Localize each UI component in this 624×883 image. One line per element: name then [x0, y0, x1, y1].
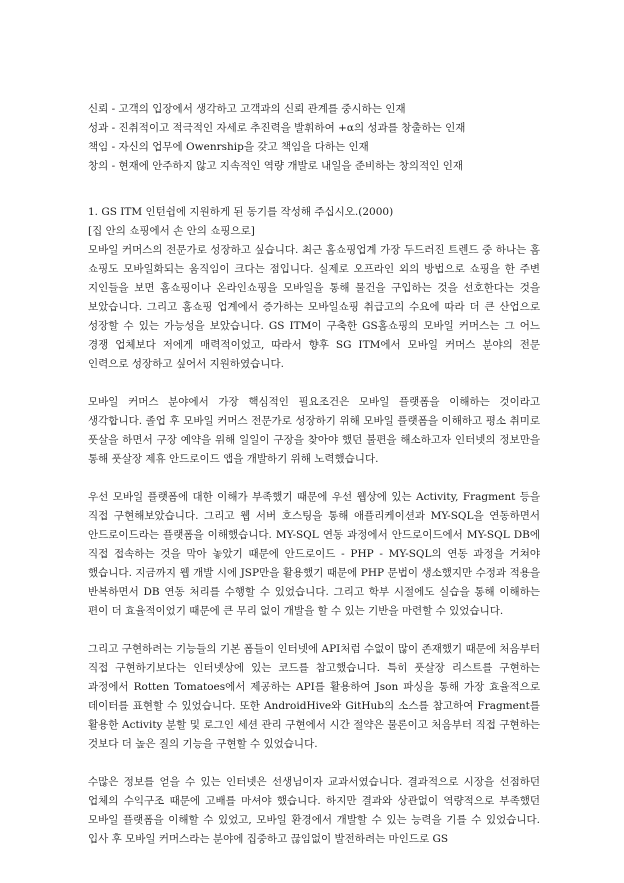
question-heading: 1. GS ITM 인턴쉽에 지원하게 된 동기를 작성해 주십시오.(2000)	[88, 206, 394, 218]
answer-body	[88, 222, 540, 868]
core-values-list	[88, 100, 548, 176]
answer-paragraph-3: 우선 모바일 플랫폼에 대한 이해가 부족했기 때문에 우선 웹상에 있는 Activity, Fragment 등을 직접 구현해보았습니다. 그리고 웹 서버 호스팅을 통해 애플리케이션과 MY-SQL을 연동하면서 안드로이드라는 플랫폼을 이해했습니다. MY-SQL 연동 과정에서 안드로이드에서 MY-SQL DB에 직접 접속하는 것을 막아 놓았기 때문에 안드로이드 - PHP - MY-SQL의 연동 과정을 거쳐야 했습니다. 지금까지 웹 개발 시에 JSP만을 활용했기 때문에 PHP 문법이 생소했지만 수정과 적용을 반복하면서 DB 연동 처리를 수행할 수 있었습니다. 그리고 학부 시절에도 실습을 통해 이해하는 편이 더 효율적이었기 때문에 큰 무리 없이 개발을 할 수 있는 기반을 마련할 수 있었습니다.	[88, 491, 540, 617]
core-value-performance: 성과 - 진취적이고 적극적인 자세로 추진력을 발휘하여 +α의 성과를 창출하는 인재	[88, 122, 466, 134]
core-value-responsibility: 책임 - 자신의 업무에 Owenrship을 갖고 책임을 다하는 인재	[88, 141, 369, 153]
answer-paragraph-2: 모바일 커머스 분야에서 가장 핵심적인 필요조건은 모바일 플랫폼을 이해하는 것이라고 생각합니다. 졸업 후 모바일 커머스 전문가로 성장하기 위해 모바일 플랫폼을 이해하고 평소 취미로 풋살을 하면서 구장 예약을 위해 일일이 구장을 찾아야 했던 불편을 해소하고자 인터넷의 정보만을 통해 풋살장 제휴 안드로이드 앱을 개발하기 위해 노력했습니다.	[88, 396, 540, 465]
answer-paragraph-5: 수많은 정보를 얻을 수 있는 인터넷은 선생님이자 교과서였습니다. 결과적으로 시장을 선점하던 업체의 수익구조 때문에 고배를 마셔야 했습니다. 하지만 결과와 상관없이 역량적으로 부족했던 모바일 플랫폼을 이해할 수 있었고, 모바일 환경에서 개발할 수 있는 능력을 기를 수 있었습니다. 입사 후 모바일 커머스라는 분야에 집중하고 끊임없이 발전하려는 마인드로 GS	[88, 776, 540, 845]
core-value-creativity: 창의 - 현재에 안주하지 않고 지속적인 역량 개발로 내일을 준비하는 창의적인 인재	[88, 160, 463, 172]
answer-paragraph-1: 모바일 커머스의 전문가로 성장하고 싶습니다. 최근 홈쇼핑업계 가장 두드러진 트렌드 중 하나는 홈 쇼핑도 모바일화되는 움직임이 크다는 점입니다. 실제로 오프라인 외의 방법으로 쇼핑을 한 주변 지인들을 보면 홈쇼핑이나 온라인쇼핑을 모바일을 통해 물건을 구입하는 것을 선호한다는 것을 보았습니다. 그리고 홈쇼핑 업계에서 증가하는 모바일쇼핑 취급고의 수요에 따라 더 큰 산업으로 성장할 수 있는 가능성을 보았습니다. GS ITM이 구축한 GS홈쇼핑의 모바일 커머스는 그 어느 경쟁 업체보다 저에게 매력적이었고, 따라서 향후 SG ITM에서 모바일 커머스 분야의 전문 인력으로 성장하고 싶어서 지원하였습니다.	[88, 244, 540, 370]
answer-paragraph-4: 그리고 구현하려는 기능들의 기본 폼들이 인터넷에 API처럼 수없이 많이 존재했기 때문에 처음부터 직접 구현하기보다는 인터넷상에 있는 코드를 참고했습니다. 특히 풋살장 리스트를 구현하는 과정에서 Rotten Tomatoes에서 제공하는 API를 활용하여 Json 파싱을 통해 가장 효율적으로 데이터를 표현할 수 있었습니다. 또한 AndroidHive와 GitHub의 소스를 참고하여 Fragment를 활용한 Activity 분할 및 로그인 세션 관리 구현에서 시간 절약은 물론이고 처음부터 직접 구현하는 것보다 더 높은 질의 기능을 구현할 수 있었습니다.	[88, 643, 540, 750]
answer-subtitle: [집 안의 쇼핑에서 손 안의 쇼핑으로]	[88, 225, 255, 237]
core-value-trust: 신뢰 - 고객의 입장에서 생각하고 고객과의 신뢰 관계를 중시하는 인재	[88, 103, 406, 115]
